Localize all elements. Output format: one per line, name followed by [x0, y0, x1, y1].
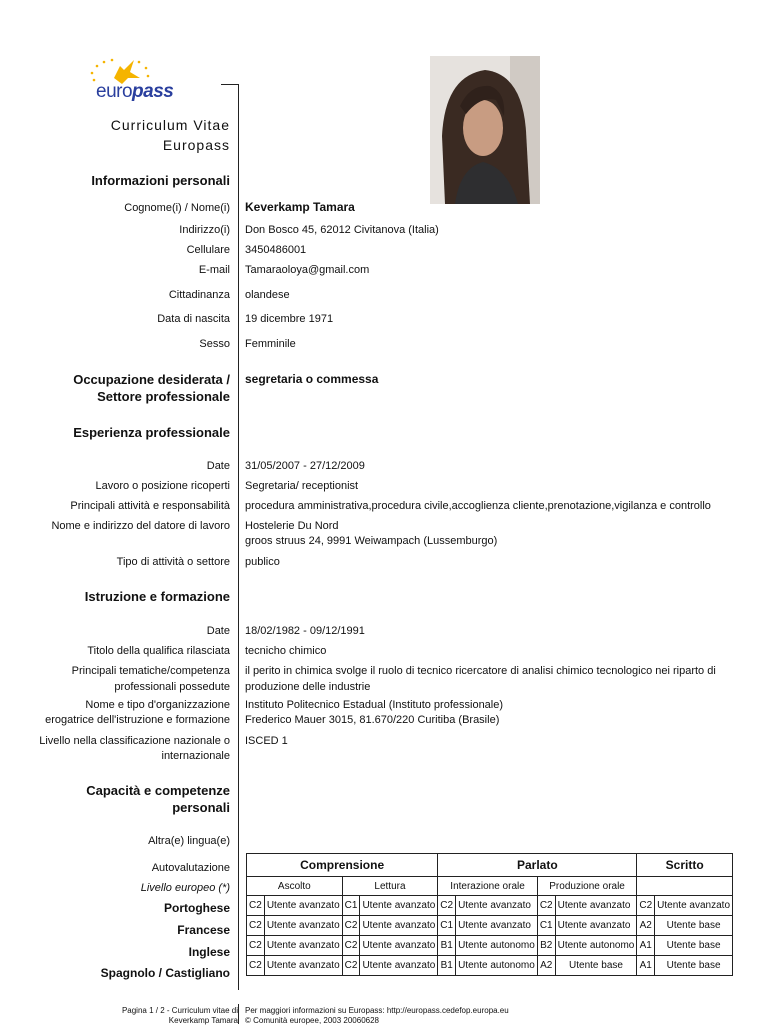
- portrait-image: [430, 56, 540, 204]
- exp-activities-value: procedura amministrativa,procedura civile,accoglienza cliente,prenotazione,vigilanza e controllo: [245, 500, 711, 512]
- logo-text-pass: pass: [132, 81, 174, 102]
- listening-header: Ascolto: [247, 877, 343, 896]
- comprension-header: Comprensione: [247, 854, 438, 877]
- mobile-value: 3450486001: [245, 244, 307, 256]
- sex-value: Femminile: [245, 338, 296, 350]
- writing-subheader: [637, 877, 733, 896]
- footer-left: Pagina 1 / 2 - Curriculum vitae di Keverkamp Tamara: [121, 1006, 238, 1025]
- birthdate-value: 19 dicembre 1971: [245, 313, 334, 325]
- footer-divider: [238, 1004, 239, 1024]
- experience-title: Esperienza professionale: [73, 425, 230, 440]
- exp-position-value: Segretaria/ receptionist: [245, 480, 359, 492]
- edu-organization-value: Instituto Politecnico Estadual (Instituto professionale) Frederico Mauer 3015, 81.670/220 Curitiba (Brasile): [245, 699, 504, 726]
- exp-employer-value: Hostelerie Du Nord: [245, 520, 339, 532]
- divider-line: [238, 84, 239, 990]
- edu-level-value: ISCED 1: [245, 735, 288, 747]
- other-languages-label: Altra(e) lingua(e): [148, 835, 230, 847]
- european-level-label: Livello europeo (*): [140, 882, 230, 894]
- email-label: E-mail: [198, 264, 230, 276]
- language-name: Francese: [177, 923, 230, 937]
- interaction-header: Interazione orale: [438, 877, 538, 896]
- education-title: Istruzione e formazione: [84, 589, 230, 604]
- table-row: C2 Utente avanzato C2 Utente avanzato C1 Utente avanzato C1 Utente avanzato A2 Utente base: [247, 916, 733, 936]
- language-skills-table: [246, 853, 733, 976]
- table-subheader-row: [247, 877, 733, 896]
- sex-label: Sesso: [199, 338, 230, 350]
- name-label: Cognome(i) / Nome(i): [124, 202, 230, 214]
- edu-skills-value: il perito in chimica svolge il ruolo di tecnico ricercatore di analisi chimico tecnologico nei riparto di produzione delle industrie: [245, 665, 716, 693]
- edu-date-label: Date: [206, 625, 230, 637]
- table-header-row: [247, 854, 733, 877]
- edu-qualification-value: tecnicho chimico: [245, 645, 327, 657]
- self-assessment-label: Autovalutazione: [151, 862, 230, 874]
- speaking-header: Parlato: [438, 854, 637, 877]
- occupation-title: Occupazione desiderata / Settore professionale: [73, 372, 230, 404]
- edu-date-value: 18/02/1982 - 09/12/1991: [245, 625, 365, 637]
- edu-level-label: Livello nella classificazione nazionale o internazionale: [39, 735, 230, 762]
- logo-text-euro: euro: [96, 81, 133, 102]
- profile-photo: [430, 56, 540, 204]
- europass-logo: [84, 56, 184, 106]
- production-header: Produzione orale: [537, 877, 637, 896]
- email-value[interactable]: Tamaraoloya@gmail.com: [245, 264, 370, 276]
- exp-sector-value: publico: [245, 556, 280, 568]
- language-name: Spagnolo / Castigliano: [100, 966, 230, 980]
- exp-activities-label: Principali attività e responsabilità: [70, 500, 230, 512]
- address-label: Indirizzo(i): [179, 224, 230, 236]
- cv-title: Curriculum Vitae Europass: [110, 117, 230, 153]
- exp-employer-label: Nome e indirizzo del datore di lavoro: [51, 520, 230, 532]
- language-name: Inglese: [188, 945, 230, 959]
- name-value: Keverkamp Tamara: [245, 200, 355, 214]
- reading-header: Lettura: [342, 877, 438, 896]
- exp-position-label: Lavoro o posizione ricoperti: [95, 480, 230, 492]
- writing-header: Scritto: [637, 854, 733, 877]
- citizenship-value: olandese: [245, 289, 290, 301]
- citizenship-label: Cittadinanza: [168, 289, 230, 301]
- edu-organization-label: Nome e tipo d'organizzazione erogatrice dell'istruzione e formazione: [45, 699, 230, 726]
- table-row: C2 Utente avanzato C1 Utente avanzato C2 Utente avanzato C2 Utente avanzato C2 Utente avanzato: [247, 896, 733, 916]
- exp-date-value: 31/05/2007 - 27/12/2009: [245, 460, 365, 472]
- exp-employer-address: groos struus 24, 9991 Weiwampach (Lussemburgo): [245, 535, 498, 547]
- table-row: C2 Utente avanzato C2 Utente avanzato B1 Utente autonomo A2 Utente base A1 Utente base: [247, 956, 733, 976]
- occupation-value: segretaria o commessa: [245, 372, 379, 386]
- edu-qualification-label: Titolo della qualifica rilasciata: [87, 645, 230, 657]
- table-row: C2 Utente avanzato C2 Utente avanzato B1 Utente autonomo B2 Utente autonomo A1 Utente base: [247, 936, 733, 956]
- skills-title: Capacità e competenze personali: [86, 783, 230, 815]
- mobile-label: Cellulare: [186, 244, 230, 256]
- birthdate-label: Data di nascita: [157, 313, 230, 325]
- personal-info-title: Informazioni personali: [91, 173, 230, 188]
- footer-right: Per maggiori informazioni su Europass: http://europass.cedefop.europa.eu © Comunità europee, 2003 20060628: [245, 1006, 509, 1025]
- exp-sector-label: Tipo di attività o settore: [116, 556, 230, 568]
- address-value: Don Bosco 45, 62012 Civitanova (Italia): [245, 224, 439, 236]
- language-name: Portoghese: [163, 901, 230, 915]
- header-bracket: [221, 84, 238, 85]
- edu-skills-label: Principali tematiche/competenza professionali possedute: [71, 665, 230, 693]
- exp-date-label: Date: [206, 460, 230, 472]
